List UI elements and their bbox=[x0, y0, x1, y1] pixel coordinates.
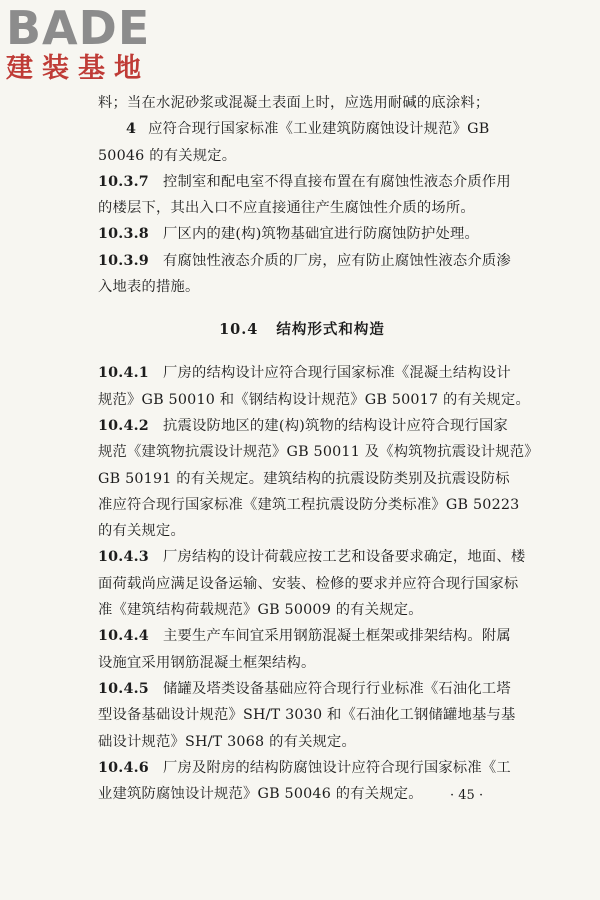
text-line bbox=[98, 195, 506, 221]
text-line bbox=[98, 597, 506, 623]
text-line bbox=[98, 413, 506, 439]
clause-text: 厂区内的建(构)筑物基础宜进行防腐蚀防护处理。 bbox=[162, 226, 479, 243]
clause-text: 主要生产车间宜采用钢筋混凝土框架或排架结构。附属 bbox=[162, 628, 511, 645]
text-line bbox=[98, 143, 506, 169]
text-line bbox=[98, 518, 506, 544]
clause bbox=[98, 116, 506, 169]
text-line bbox=[98, 702, 516, 728]
clause-text: 规范《建筑物抗震设计规范》GB 50011 及《构筑物抗震设计规范》 bbox=[98, 444, 539, 461]
clause-number: 10.4.6 bbox=[98, 759, 149, 776]
clause-text: 的有关规定。 bbox=[98, 523, 185, 540]
clause bbox=[98, 90, 506, 116]
clause-text: 的楼层下，其出入口不应直接通往产生腐蚀性介质的场所。 bbox=[98, 200, 475, 217]
clause-text: 储罐及塔类设备基础应符合现行行业标准《石油化工塔 bbox=[162, 680, 511, 697]
logo-chinese-text: 建装基地 bbox=[6, 53, 150, 84]
clause-number: 10.4.3 bbox=[98, 549, 149, 566]
text-line bbox=[98, 466, 510, 492]
site-logo bbox=[6, 1, 151, 84]
clause-text: 面荷载尚应满足设备运输、安装、检修的要求并应符合现行国家标 bbox=[98, 575, 519, 592]
clause-number: 10.3.7 bbox=[98, 173, 149, 190]
text-line bbox=[98, 221, 506, 247]
text-line bbox=[98, 492, 520, 518]
text-line bbox=[98, 781, 506, 807]
text-line bbox=[98, 571, 519, 597]
clause-text: 应符合现行国家标准《工业建筑防腐蚀设计规范》GB bbox=[148, 121, 490, 138]
clause-number: 4 bbox=[126, 121, 137, 138]
text-line bbox=[98, 248, 511, 274]
clause-text: 控制室和配电室不得直接布置在有腐蚀性液态介质作用 bbox=[162, 173, 511, 190]
clause-list-10-4 bbox=[98, 360, 539, 807]
text-line bbox=[98, 650, 506, 676]
section-number: 10.4 bbox=[219, 321, 259, 339]
section-title: 结构形式和构造 bbox=[276, 321, 385, 339]
clause bbox=[98, 755, 511, 808]
section-gap-top bbox=[98, 300, 506, 317]
text-line bbox=[98, 676, 511, 702]
text-line bbox=[98, 544, 526, 570]
clause-text: 准应符合现行国家标准《建筑工程抗震设防分类标准》GB 50223 bbox=[98, 496, 520, 513]
clause bbox=[98, 676, 516, 755]
clause-number: 10.3.8 bbox=[98, 226, 149, 243]
clause bbox=[98, 544, 526, 623]
clause-text: 厂房结构的设计荷载应按工艺和设备要求确定，地面、楼 bbox=[162, 549, 526, 566]
clause-text: 50046 的有关规定。 bbox=[98, 147, 237, 164]
page-body bbox=[98, 90, 539, 807]
clause bbox=[98, 248, 511, 301]
clause-text: 料；当在水泥砂浆或混凝土表面上时，应选用耐碱的底涂料； bbox=[98, 95, 490, 111]
clause-number: 10.4.2 bbox=[98, 417, 149, 434]
text-line bbox=[98, 169, 511, 195]
clause-text: 抗震设防地区的建(构)筑物的结构设计应符合现行国家 bbox=[162, 417, 508, 434]
text-line bbox=[98, 755, 511, 781]
section-gap-bottom bbox=[98, 343, 506, 360]
clause-text: 有腐蚀性液态介质的厂房，应有防止腐蚀性液态介质渗 bbox=[162, 252, 511, 269]
clause-text: GB 50191 的有关规定。建筑结构的抗震设防类别及抗震设防标 bbox=[98, 470, 510, 487]
clause-number: 10.4.4 bbox=[98, 628, 149, 645]
text-line bbox=[98, 623, 511, 649]
clause-text: 准《建筑结构荷载规范》GB 50009 的有关规定。 bbox=[98, 602, 423, 619]
text-line bbox=[98, 387, 531, 413]
clause-text: 设施宜采用钢筋混凝土框架结构。 bbox=[98, 654, 316, 671]
text-line bbox=[98, 729, 506, 755]
clause-text: 厂房的结构设计应符合现行国家标准《混凝土结构设计 bbox=[162, 365, 511, 382]
clause-list-10-3 bbox=[98, 90, 511, 300]
clause-text: 础设计规范》SH/T 3068 的有关规定。 bbox=[98, 733, 357, 750]
clause-text: 厂房及附房的结构防腐蚀设计应符合现行国家标准《工 bbox=[162, 759, 511, 776]
clause bbox=[98, 413, 539, 544]
clause-text: 规范》GB 50010 和《钢结构设计规范》GB 50017 的有关规定。 bbox=[98, 391, 531, 408]
clause bbox=[98, 221, 506, 247]
clause-text: 业建筑防腐蚀设计规范》GB 50046 的有关规定。 bbox=[98, 786, 423, 803]
clause-number: 10.4.5 bbox=[98, 680, 149, 697]
page-number: · 45 · bbox=[450, 788, 484, 803]
logo-wordmark: BADE bbox=[6, 1, 151, 55]
clause bbox=[98, 360, 531, 413]
text-line bbox=[98, 360, 511, 386]
text-line bbox=[98, 439, 539, 465]
section-heading bbox=[98, 317, 506, 343]
text-line bbox=[98, 274, 506, 300]
text-line bbox=[98, 116, 506, 142]
clause-number: 10.3.9 bbox=[98, 252, 149, 269]
clause bbox=[98, 623, 511, 676]
text-line bbox=[98, 90, 506, 116]
clause-text: 型设备基础设计规范》SH/T 3030 和《石油化工钢储罐地基与基 bbox=[98, 707, 516, 724]
clause bbox=[98, 169, 511, 222]
clause-text: 入地表的措施。 bbox=[98, 279, 200, 296]
clause-number: 10.4.1 bbox=[98, 365, 149, 382]
